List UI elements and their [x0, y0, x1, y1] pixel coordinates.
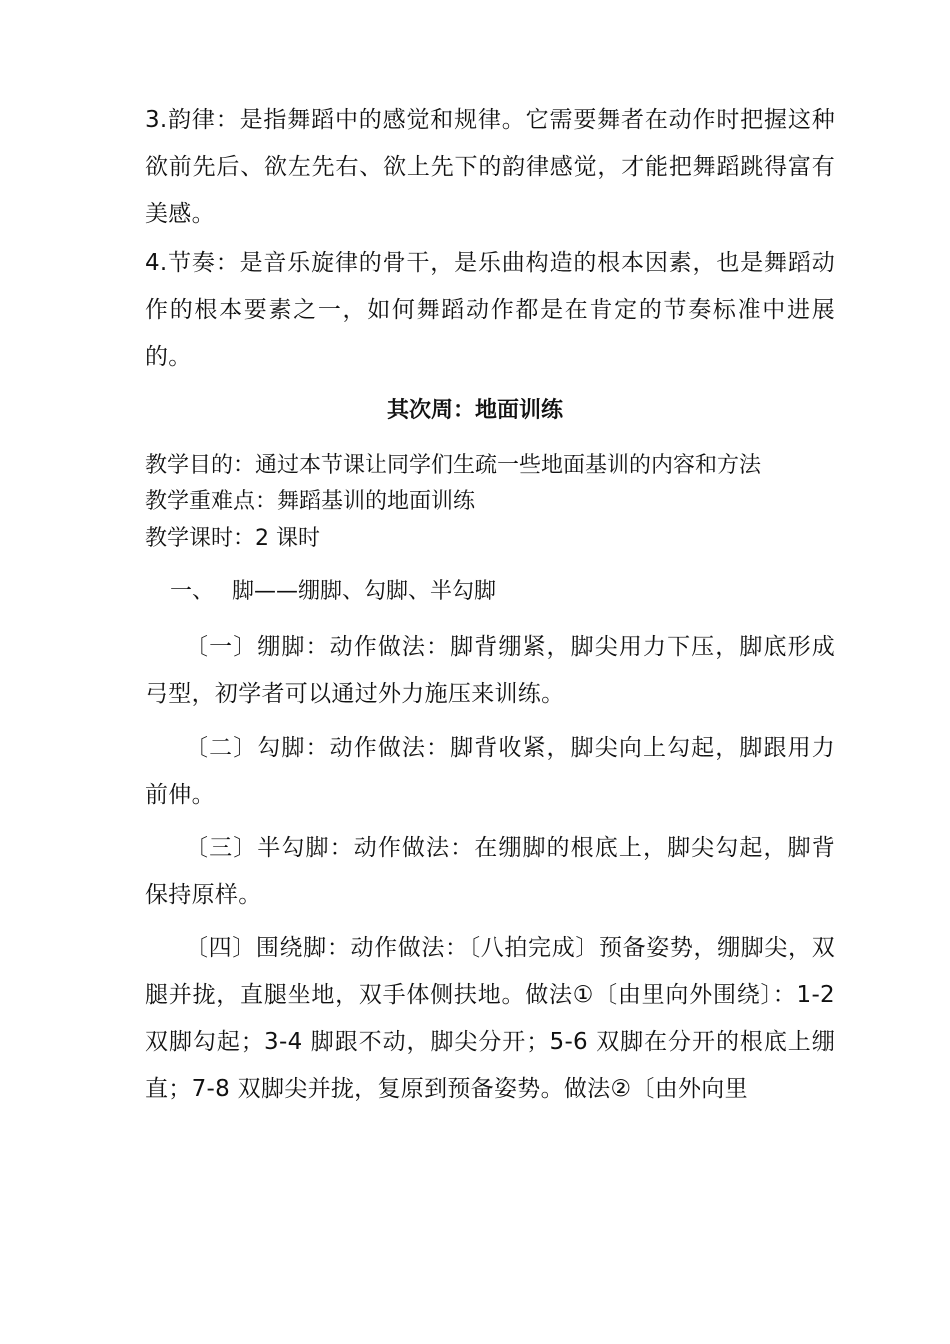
- paragraph-tempo: 4.节奏：是音乐旋律的骨干，是乐曲构造的根本因素，也是舞蹈动作的根本要素之一，如何舞蹈动作都是在肯定的节奏标准中进展的。: [145, 250, 835, 370]
- teaching-goal: 教学目的：通过本节课让同学们生疏一些地面基训的内容和方法: [145, 453, 762, 478]
- teaching-hours: 教学课时：2 课时: [145, 526, 320, 551]
- week-title: 其次周：地面训练: [386, 398, 563, 423]
- item-point-foot: 〔一〕绷脚：动作做法：脚背绷紧，脚尖用力下压，脚底形成弓型，初学者可以通过外力施压来训练。: [145, 634, 835, 707]
- item-flex-foot: 〔二〕勾脚：动作做法：脚背收紧，脚尖向上勾起，脚跟用力前伸。: [145, 735, 835, 808]
- item-half-flex: 〔三〕半勾脚：动作做法：在绷脚的根底上，脚尖勾起，脚背保持原样。: [145, 835, 835, 908]
- section-number: 一、: [170, 579, 215, 604]
- item-circle-foot: 〔四〕围绕脚：动作做法：〔八拍完成〕预备姿势，绷脚尖，双腿并拢，直腿坐地，双手体侧扶地。做法①〔由里向外围绕〕：1-2 双脚勾起；3-4 脚跟不动，脚尖分开；5-6 双脚在分开的根底上绷直；7-8 双脚尖并拢，复原到预备姿势。做法②〔由外向里: [145, 935, 835, 1102]
- teaching-difficulty: 教学重难点：舞蹈基训的地面训练: [145, 489, 476, 514]
- section-title: 脚——绷脚、勾脚、半勾脚: [232, 579, 497, 604]
- paragraph-rhythm: 3.韵律：是指舞蹈中的感觉和规律。它需要舞者在动作时把握这种欲前先后、欲左先右、欲上先下的韵律感觉，才能把舞蹈跳得富有美感。: [145, 107, 835, 227]
- section-heading: [170, 576, 496, 608]
